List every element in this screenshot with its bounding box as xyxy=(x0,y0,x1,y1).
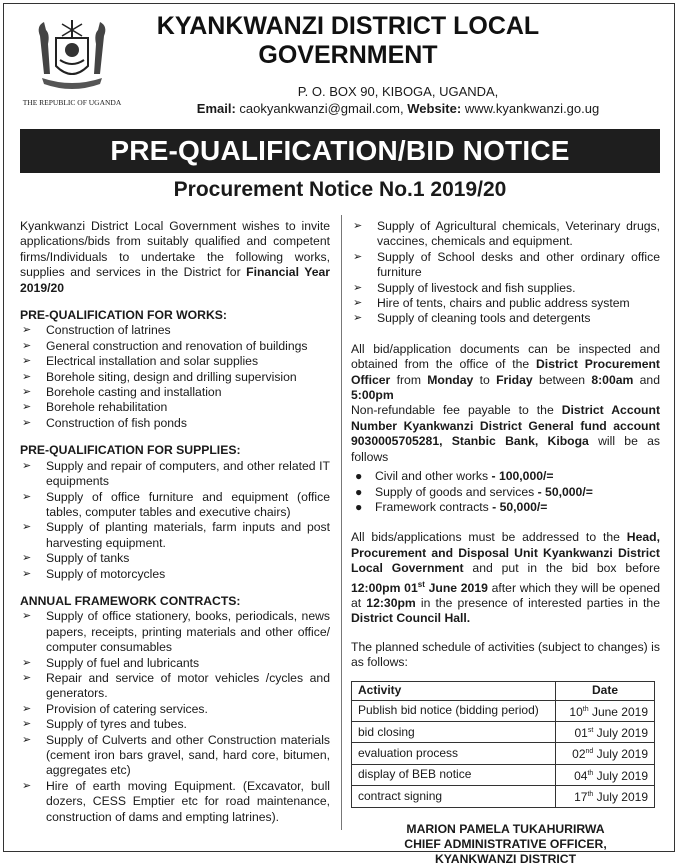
arrow-bullet-icon: ➢ xyxy=(22,386,32,399)
signature-block xyxy=(351,822,660,867)
date-column-header: Date xyxy=(556,681,655,700)
table-row: contract signing 17th July 2019 xyxy=(352,786,655,807)
list-item: ➢ Supply of office stationery, books, periodicals, news papers, receipts, printing materials and other office/ computer consumables xyxy=(22,609,330,655)
list-item: ➢ Supply of cleaning tools and detergents xyxy=(353,311,591,326)
arrow-bullet-icon: ➢ xyxy=(22,339,32,352)
list-item: ➢ Supply of Agricultural chemicals, Veterinary drugs, vaccines, chemicals and equipment. xyxy=(353,219,660,249)
list-item: ➢ Supply of tanks xyxy=(22,551,130,566)
bullet-dot-icon: ● xyxy=(355,484,363,499)
fee-item: ● Framework contracts - 50,000/= xyxy=(355,499,548,514)
list-item: ➢ Provision of catering services. xyxy=(22,701,208,716)
list-item: ➢ Construction of latrines xyxy=(22,323,171,338)
works-heading: PRE-QUALIFICATION FOR WORKS: xyxy=(20,308,227,323)
table-row: bid closing 01st July 2019 xyxy=(352,722,655,743)
arrow-bullet-icon: ➢ xyxy=(353,281,363,294)
list-item: ➢ Supply of livestock and fish supplies. xyxy=(353,280,576,295)
list-item: ➢ Hire of earth moving Equipment. (Excavator, bull dozers, CESS Emptier etc for road maintenance, construction of dams and empting latrines). xyxy=(22,778,330,824)
list-item: ➢ Construction of fish ponds xyxy=(22,415,187,430)
bullet-dot-icon: ● xyxy=(355,499,363,514)
arrow-bullet-icon: ➢ xyxy=(22,779,32,792)
arrow-bullet-icon: ➢ xyxy=(353,220,363,232)
list-item: ➢ Supply of fuel and lubricants xyxy=(22,655,200,670)
list-item: ➢ Repair and service of motor vehicles /cycles and generators. xyxy=(22,670,330,701)
submission-paragraph: All bids/applications must be addressed to the Head, Procurement and Disposal Unit Kyankwanzi District Local Government and put in the bid box before 12:00pm 01st June 2019 after which they will be opened at 12:30pm in the presence of interested parties in the District Council Hall. xyxy=(351,530,660,626)
list-item: ➢ Supply and repair of computers, and other related IT equipments xyxy=(22,458,330,489)
works-list xyxy=(20,323,330,431)
list-item: ➢ Borehole rehabilitation xyxy=(22,400,168,415)
arrow-bullet-icon: ➢ xyxy=(22,656,32,669)
supplies-heading: PRE-QUALIFICATION FOR SUPPLIES: xyxy=(20,443,241,458)
table-row: Publish bid notice (bidding period) 10th June 2019 xyxy=(352,700,655,721)
list-item: ➢ Electrical installation and solar supplies xyxy=(22,354,259,369)
signatory-district: KYANKWANZI DISTRICT xyxy=(434,851,577,866)
arrow-bullet-icon: ➢ xyxy=(22,610,32,623)
arrow-bullet-icon: ➢ xyxy=(22,521,32,534)
arrow-bullet-icon: ➢ xyxy=(353,250,363,263)
list-item: ➢ Supply of motorcycles xyxy=(22,566,166,581)
left-column xyxy=(20,219,330,825)
arrow-bullet-icon: ➢ xyxy=(22,671,32,684)
table-row: display of BEB notice 04th July 2019 xyxy=(352,764,655,785)
arrow-bullet-icon: ➢ xyxy=(22,370,32,383)
right-column xyxy=(351,219,660,867)
arrow-bullet-icon: ➢ xyxy=(22,490,32,503)
schedule-header-row xyxy=(352,681,655,700)
schedule-table xyxy=(351,681,655,808)
additional-supplies-list xyxy=(351,219,660,327)
fee-list xyxy=(351,469,660,515)
arrow-bullet-icon: ➢ xyxy=(22,733,32,746)
email-link[interactable]: caokyankwanzi@gmail.com xyxy=(239,101,401,116)
intro-paragraph: Kyankwanzi District Local Government wishes to invite applications/bids from suitably qualified and competent firms/Individuals to undertake the following works, supplies and services in the District for Financial Year 2019/20 xyxy=(20,219,331,295)
arrow-bullet-icon: ➢ xyxy=(22,401,32,414)
website-link[interactable]: www.kyankwanzi.go.ug xyxy=(464,101,600,116)
arrow-bullet-icon: ➢ xyxy=(22,324,32,337)
fee-item: ● Supply of goods and services - 50,000/= xyxy=(355,484,593,499)
list-item: ➢ Supply of planting materials, farm inputs and post harvesting equipment. xyxy=(22,520,330,550)
notice-banner: PRE-QUALIFICATION/BID NOTICE xyxy=(20,129,660,173)
arrow-bullet-icon: ➢ xyxy=(22,552,32,565)
arrow-bullet-icon: ➢ xyxy=(353,297,363,310)
fee-paragraph: Non-refundable fee payable to the District Account Number Kyankwanzi District General fund account 9030005705281, Stanbic Bank, Kiboga will be as follows xyxy=(351,403,660,464)
list-item: ➢ Borehole casting and installation xyxy=(22,385,222,400)
arrow-bullet-icon: ➢ xyxy=(22,355,32,368)
schedule-intro: The planned schedule of activities (subject to changes) is as follows: xyxy=(351,639,660,670)
list-item: ➢ Supply of Culverts and other Construction materials (cement iron bars gravel, sand, hard core, bitumen, aggregates etc) xyxy=(22,732,330,778)
table-row: evaluation process 02nd July 2019 xyxy=(352,743,655,764)
district-title: KYANKWANZI DISTRICT LOCAL GOVERNMENT xyxy=(156,12,540,69)
notice-subtitle: Procurement Notice No.1 2019/20 xyxy=(173,178,507,201)
arrow-bullet-icon: ➢ xyxy=(22,459,32,472)
crest-caption: THE REPUBLIC OF UGANDA xyxy=(22,98,122,107)
contact-line: Email: caokyankwanzi@gmail.com, Website: www.kyankwanzi.go.ug xyxy=(196,101,600,116)
arrow-bullet-icon: ➢ xyxy=(22,416,32,429)
framework-list xyxy=(20,609,330,825)
framework-heading: ANNUAL FRAMEWORK CONTRACTS: xyxy=(20,593,241,608)
inspection-paragraph: All bid/application documents can be inspected and obtained from the office of the District Procurement Officer from Monday to Friday between 8:00am and 5:00pm xyxy=(351,341,660,403)
signatory-title: CHIEF ADMINISTRATIVE OFFICER, xyxy=(404,836,607,851)
list-item: ➢ Supply of office furniture and equipment (office tables, computer tables and executive chairs) xyxy=(22,489,330,519)
arrow-bullet-icon: ➢ xyxy=(22,702,32,715)
list-item: ➢ Supply of tyres and tubes. xyxy=(22,717,187,732)
list-item: ➢ Borehole siting, design and drilling supervision xyxy=(22,369,297,384)
list-item: ➢ General construction and renovation of buildings xyxy=(22,338,308,353)
arrow-bullet-icon: ➢ xyxy=(22,567,32,580)
activity-column-header: Activity xyxy=(352,681,556,700)
list-item: ➢ Hire of tents, chairs and public address system xyxy=(353,296,630,311)
column-divider xyxy=(341,215,342,830)
uganda-coat-of-arms xyxy=(22,16,122,108)
bullet-dot-icon: ● xyxy=(355,469,363,484)
signatory-name: MARION PAMELA TUKAHURIRWA xyxy=(406,821,605,836)
postal-address: P. O. BOX 90, KIBOGA, UGANDA, xyxy=(297,84,499,99)
fee-item: ● Civil and other works - 100,000/= xyxy=(355,469,554,484)
list-item: ➢ Supply of School desks and other ordinary office furniture xyxy=(353,249,660,280)
arrow-bullet-icon: ➢ xyxy=(22,718,32,731)
supplies-list xyxy=(20,459,330,582)
arrow-bullet-icon: ➢ xyxy=(353,312,363,325)
